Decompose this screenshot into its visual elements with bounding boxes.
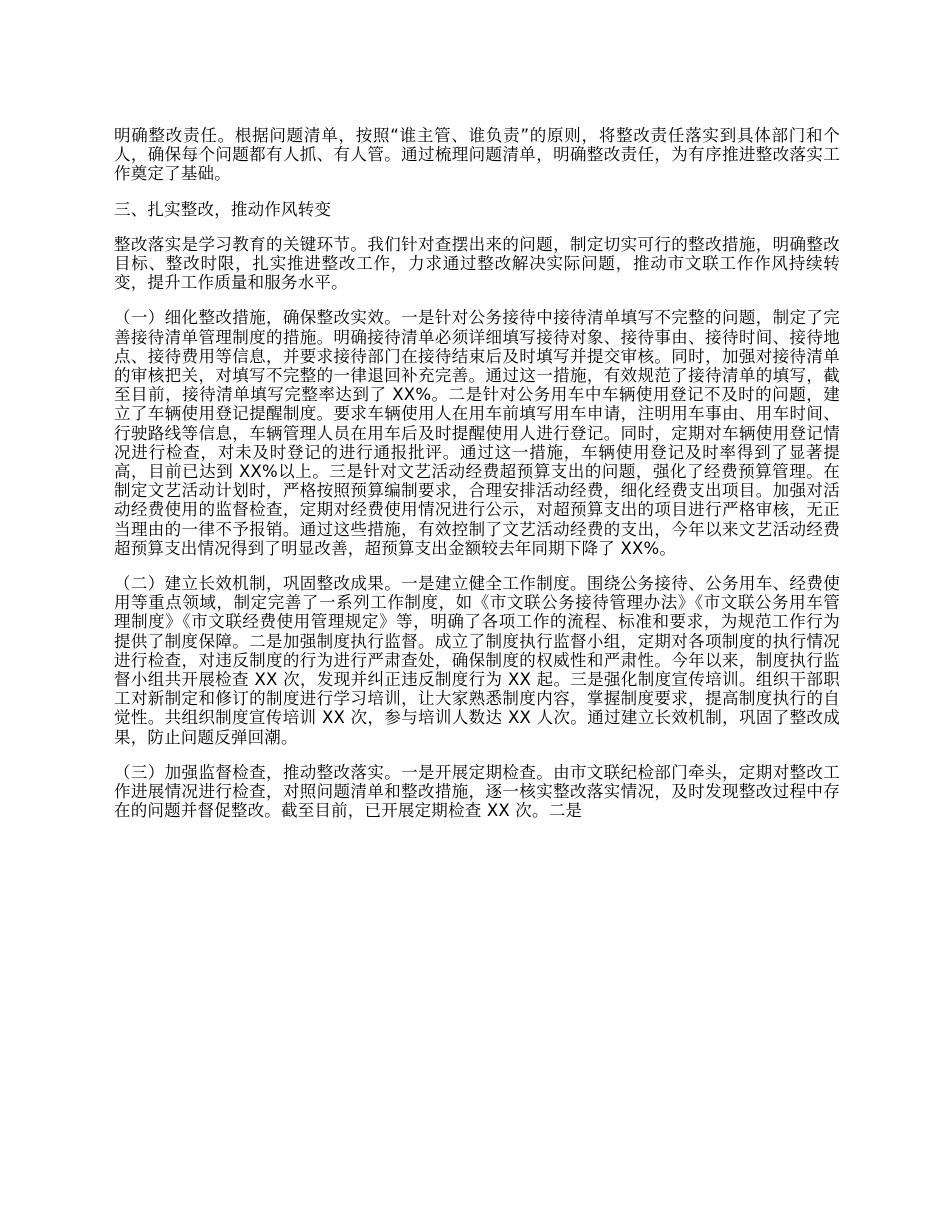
paragraph-mechanism: （二）建立长效机制，巩固整改成果。一是建立健全工作制度。围绕公务接待、公务用车、经费使用等重点领域，制定完善了一系列工作制度，如《市文联公务接待管理办法》《市文联公务用车管理制度》《市文联经费使用管理规定》等，明确了各项工作的流程、标准和要求，为规范工作行为提供了制度保障。二是加强制度执行监督。成立了制度执行监督小组，定期对各项制度的执行情况进行检查，对违反制度的行为进行严肃查处，确保制度的权威性和严肃性。今年以来，制度执行监督小组共开展检查 XX 次，发现并纠正违反制度行为 XX 起。三是强化制度宣传培训。组织干部职工对新制定和修订的制度进行学习培训，让大家熟悉制度内容，掌握制度要求，提高制度执行的自觉性。共组织制度宣传培训 XX 次，参与培训人数达 XX 人次。通过建立长效机制，巩固了整改成果，防止问题反弹回潮。 bbox=[114, 574, 840, 747]
paragraph-responsibility: 明确整改责任。根据问题清单，按照“谁主管、谁负责”的原则，将整改责任落实到具体部门和个人，确保每个问题都有人抓、有人管。通过梳理问题清单，明确整改责任，为有序推进整改落实工作奠定了基础。 bbox=[114, 126, 840, 184]
document-body bbox=[114, 126, 840, 837]
section-heading-3: 三、扎实整改，推动作风转变 bbox=[114, 199, 332, 219]
paragraph-intro: 整改落实是学习教育的关键环节。我们针对查摆出来的问题，制定切实可行的整改措施，明确整改目标、整改时限，扎实推进整改工作，力求通过整改解决实际问题，推动市文联工作作风持续转变，提升工作质量和服务水平。 bbox=[114, 234, 840, 293]
paragraph-measures: （一）细化整改措施，确保整改实效。一是针对公务接待中接待清单填写不完整的问题，制定了完善接待清单管理制度的措施。明确接待清单必须详细填写接待对象、接待事由、接待时间、接待地点、接待费用等信息，并要求接待部门在接待结束后及时填写并提交审核。同时，加强对接待清单的审核把关，对填写不完整的一律退回补充完善。通过这一措施，有效规范了接待清单的填写，截至目前，接待清单填写完整率达到了 XX%。二是针对公务用车中车辆使用登记不及时的问题，建立了车辆使用登记提醒制度。要求车辆使用人在用车前填写用车申请，注明用车事由、用车时间、行驶路线等信息，车辆管理人员在用车后及时提醒使用人进行登记。同时，定期对车辆使用登记情况进行检查，对未及时登记的进行通报批评。通过这一措施，车辆使用登记及时率得到了显著提高，目前已达到 XX%以上。三是针对文艺活动经费超预算支出的问题，强化了经费预算管理。在制定文艺活动计划时，严格按照预算编制要求，合理安排活动经费，细化经费支出项目。加强对活动经费使用的监督检查，定期对经费使用情况进行公示，对超预算支出的项目进行严格审核，无正当理由的一律不予报销。通过这些措施，有效控制了文艺活动经费的支出，今年以来文艺活动经费超预算支出情况得到了明显改善，超预算支出金额较去年同期下降了 XX%。 bbox=[114, 308, 840, 558]
paragraph-supervision: （三）加强监督检查，推动整改落实。一是开展定期检查。由市文联纪检部门牵头，定期对整改工作进展情况进行检查，对照问题清单和整改措施，逐一核实整改落实情况，及时发现整改过程中存在的问题并督促整改。截至目前，已开展定期检查 XX 次。二是 bbox=[114, 762, 840, 821]
